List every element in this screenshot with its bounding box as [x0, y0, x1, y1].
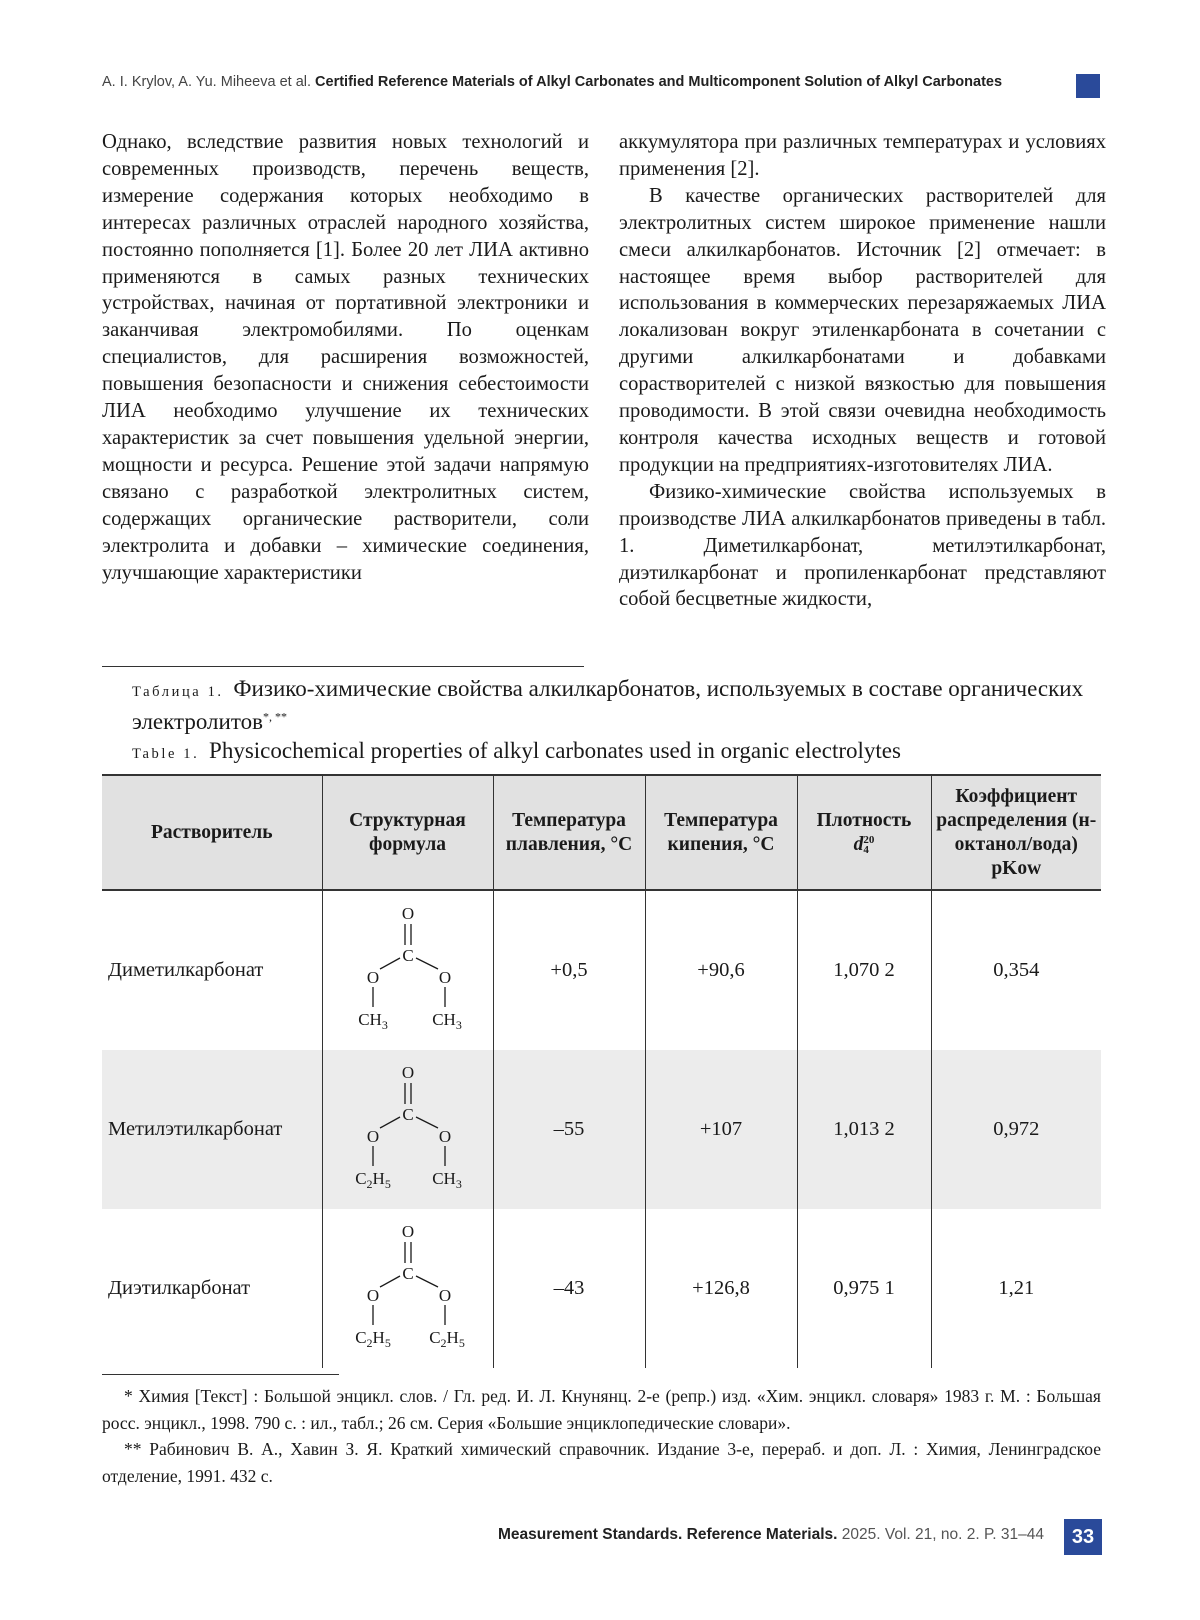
svg-text:O: O — [401, 903, 414, 923]
svg-text:O: O — [401, 1221, 414, 1241]
table-caption-en-text: Physicochemical properties of alkyl carbonates used in organic electrolytes — [209, 738, 901, 763]
svg-text:C: C — [401, 1263, 414, 1283]
density-symbol: d20 4 — [853, 833, 875, 857]
density-value: 1,013 2 — [797, 1050, 931, 1209]
pkow-value: 1,21 — [931, 1209, 1101, 1368]
footer-journal: Measurement Standards. Reference Materials. — [498, 1526, 838, 1543]
body-paragraph: Однако, вследствие развития новых технологий и современных производств, перечень веществ, измерение содержания которых необходимо в интересах различных отраслей народного хозяйства, постоянно пополняется [1]. Более 20 лет ЛИА активно применяются в самых разных технических устройствах, начиная от портативной электроники и заканчивая электромобилями. По оценкам специалистов, для расширения возможностей, повышения безопасности и снижения себестоимости ЛИА необходимо улучшение их технических характеристик за счет повышения удельной энергии, мощности и ресурса. Решение этой задачи напрямую связано с разработкой электролитных систем, содержащих органические растворители, соли электролита и добавки – химические соединения, улучшающие характеристики — [102, 131, 589, 584]
svg-text:C2H5: $C_2H_5$ — [354, 1168, 391, 1191]
table-caption-en — [132, 736, 1102, 769]
footnote-divider — [102, 1374, 339, 1375]
structural-formula — [322, 1209, 493, 1368]
header-formula: Структурная формула — [322, 775, 493, 890]
page-number: 33 — [1064, 1519, 1102, 1555]
svg-text:C2H5: $C_2H_5$ — [428, 1327, 465, 1350]
table-row — [102, 1209, 1101, 1368]
melting-point-value: –43 — [493, 1209, 645, 1368]
solvent-name: Диэтилкарбонат — [108, 1277, 251, 1299]
body-paragraph: Физико-химические свойства используемых в производстве ЛИА алкилкарбонатов приведены в табл. 1. Диметилкарбонат, метилэтилкарбонат, диэтилкарбонат и пропиленкарбонат представляют собой бесцветные жидкости, — [619, 480, 1106, 611]
table-header-row — [102, 775, 1101, 890]
svg-text:O: O — [366, 967, 379, 987]
svg-text:CH3: $CH_3$ — [357, 1009, 388, 1032]
body-paragraph: аккумулятора при различных температурах и условиях применения [2]. — [619, 131, 1106, 180]
pkow-value: 0,972 — [931, 1050, 1101, 1209]
running-footer — [498, 1526, 1044, 1544]
svg-text:C2H5: $C_2H_5$ — [354, 1327, 391, 1350]
solvent-name: Диметилкарбонат — [108, 959, 264, 981]
footnote-1: * Химия [Текст] : Большой энцикл. слов. / Гл. ред. И. Л. Кнунянц. 2-е (репр.) изд. «Хим. энцикл. словаря» 1983 г. М. : Большая росс. энцикл., 1998. 790 с. : ил., табл.; 26 см. Серия «Большие энциклопедические словари». — [102, 1386, 1101, 1433]
table-caption-ru — [132, 674, 1102, 737]
svg-text:O: O — [438, 1126, 451, 1146]
header-boiling-point: Температура кипения, °С — [645, 775, 797, 890]
density-value: 0,975 1 — [797, 1209, 931, 1368]
svg-text:O: O — [401, 1062, 414, 1082]
svg-text:C: C — [401, 1104, 414, 1124]
properties-table — [102, 774, 1101, 1368]
ethyl-methyl-carbonate-structure — [343, 1062, 473, 1198]
melting-point-value: –55 — [493, 1050, 645, 1209]
table-row — [102, 890, 1101, 1050]
structural-formula — [322, 1050, 493, 1209]
table-caption-en-label: Table 1. — [132, 746, 200, 762]
diethyl-carbonate-structure — [343, 1221, 473, 1357]
header-density-label: Плотность — [816, 809, 912, 831]
table-caption-footnote-marks: *, ** — [262, 709, 287, 724]
header-authors: A. I. Krylov, A. Yu. Miheeva et al. — [102, 74, 312, 90]
svg-text:CH3: $CH_3$ — [431, 1168, 462, 1191]
footnote-2: ** Рабинович В. А., Хавин З. Я. Краткий химический справочник. Издание 3-е, перераб. и доп. Л. : Химия, Ленинградское отделение, 1991. 432 с. — [102, 1439, 1101, 1486]
body-left-column — [102, 129, 589, 586]
body-paragraph: В качестве органических растворителей для электролитных систем широкое применение нашли смеси алкилкарбонатов. Источник [2] отмечает: в настоящее время выбор растворителей для использования в коммерческих перезаряжаемых ЛИА локализован вокруг этиленкарбоната в сочетании с другими алкилкарбонатами и добавками сорастворителей с низкой вязкостью для повышения проводимости. В этой связи очевидна необходимость контроля качества исходных веществ и готовой продукции на предприятиях-изготовителях ЛИА. — [619, 184, 1106, 476]
svg-text:CH3: $CH_3$ — [431, 1009, 462, 1032]
header-article-title: Certified Reference Materials of Alkyl Carbonates and Multicomponent Solution of Alkyl Carbonates — [315, 74, 1003, 90]
boiling-point-value: +126,8 — [645, 1209, 797, 1368]
boiling-point-value: +90,6 — [645, 890, 797, 1050]
header-density — [797, 775, 931, 890]
table-caption-ru-text: Физико-химические свойства алкилкарбонатов, используемых в составе органических электролитов — [132, 676, 1084, 734]
svg-text:O: O — [366, 1126, 379, 1146]
svg-text:O: O — [438, 967, 451, 987]
dimethyl-carbonate-structure — [343, 903, 473, 1039]
section-divider — [102, 666, 584, 667]
svg-text:O: O — [366, 1285, 379, 1305]
body-right-column — [619, 129, 1106, 613]
boiling-point-value: +107 — [645, 1050, 797, 1209]
running-header — [102, 74, 1102, 90]
table-row — [102, 1050, 1101, 1209]
footnotes — [102, 1383, 1101, 1489]
svg-text:C: C — [401, 945, 414, 965]
header-solvent: Растворитель — [102, 775, 322, 890]
pkow-value: 0,354 — [931, 890, 1101, 1050]
melting-point-value: +0,5 — [493, 890, 645, 1050]
structural-formula — [322, 890, 493, 1050]
header-accent-square — [1076, 74, 1100, 98]
svg-text:O: O — [438, 1285, 451, 1305]
footer-citation: 2025. Vol. 21, no. 2. P. 31–44 — [841, 1526, 1044, 1543]
density-value: 1,070 2 — [797, 890, 931, 1050]
table-caption-ru-label: Таблица 1. — [132, 684, 224, 700]
header-partition-coefficient: Коэффициент распределения (н-октанол/вода) pKow — [931, 775, 1101, 890]
header-melting-point: Температура плавления, °С — [493, 775, 645, 890]
solvent-name: Метилэтилкарбонат — [102, 1050, 322, 1209]
